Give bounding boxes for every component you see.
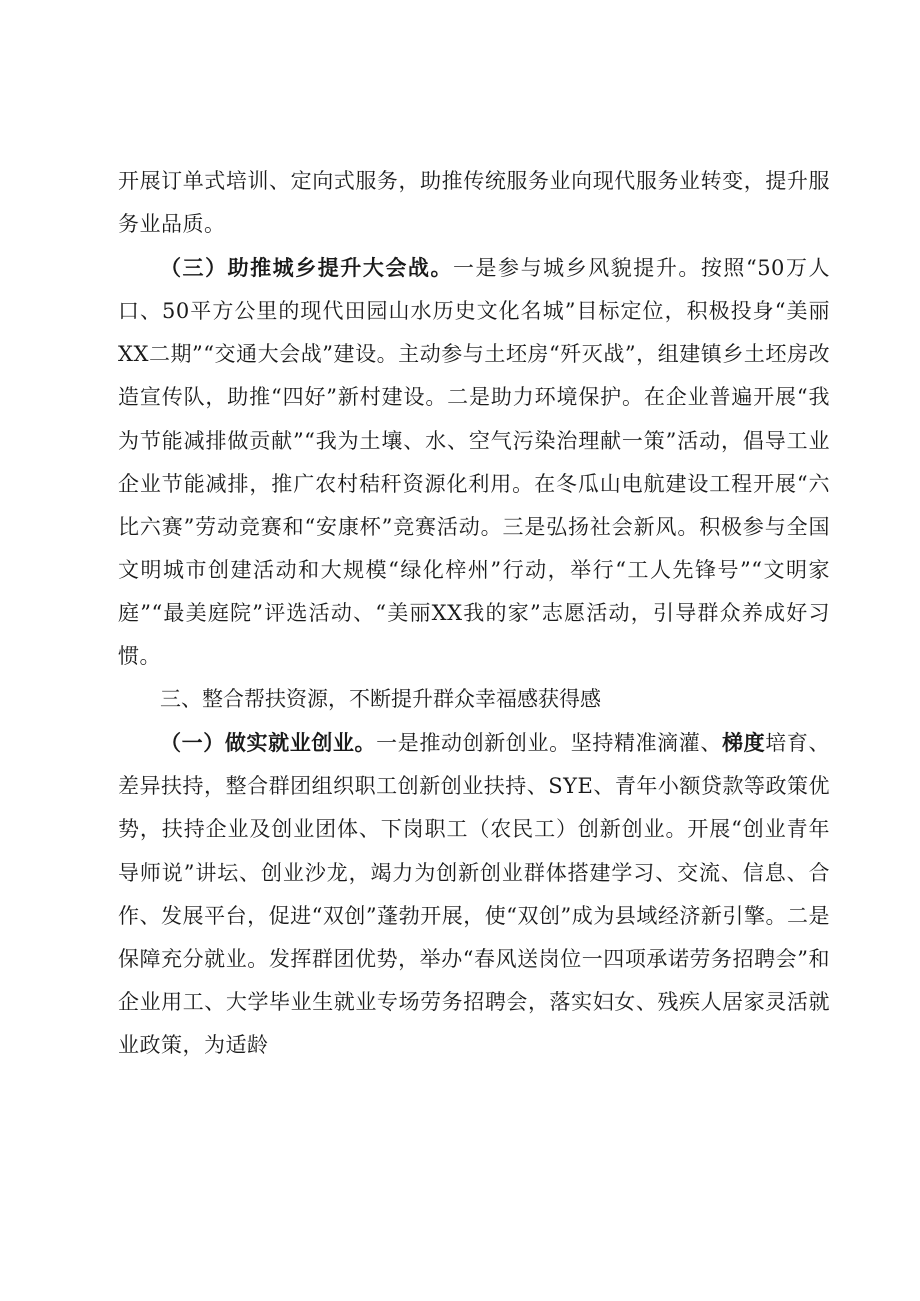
paragraph-text: 培育、差异扶持，整合群团组织职工创新创业扶持、SYE、青年小额贷款等政策优势，扶持企业及创业团体、下岗职工（农民工）创新创业。开展“创业青年导师说”讲坛、创业沙龙，竭力为创新创业群体搭建学习、交流、信息、合作、发展平台，促进“双创”蓬勃开展，使“双创”成为县域经济新引擎。二是保障充分就业。发挥群团优势，举办“春风送岗位一四项承诺劳务招聘会”和企业用工、大学毕业生就业专场劳务招聘会，落实妇女、残疾人居家灵活就业政策，为适龄 [118, 731, 831, 1057]
paragraph-urban-rural [118, 246, 830, 678]
paragraph-continuation [118, 160, 830, 246]
section-heading [118, 678, 830, 721]
paragraph-text: 一是推动创新创业。坚持精准滴灌、 [376, 731, 723, 756]
section-lead: （一）做实就业创业。 [160, 730, 377, 756]
paragraph-text: 一是参与城乡风貌提升。按照“50万人口、50平方公里的现代田园山水历史文化名城”目标定位，积极投身“美丽XX二期”“交通大会战”建设。主动参与土坯房“歼灭战”，组建镇乡土坯房改造宣传队，助推“四好”新村建设。二是助力环境保护。在企业普遍开展“我为节能减排做贡献”“我为土壤、水、空气污染治理献一策”活动，倡导工业企业节能减排，推广农村秸秆资源化利用。在冬瓜山电航建设工程开展“六比六赛”劳动竞赛和“安康杯”竞赛活动。三是弘扬社会新风。积极参与全国文明城市创建活动和大规模“绿化梓州”行动，举行“工人先锋号”“文明家庭”“最美庭院”评选活动、“美丽XX我的家”志愿活动，引导群众养成好习惯。 [118, 256, 830, 669]
heading-text: 三、整合帮扶资源，不断提升群众幸福感获得感 [160, 687, 601, 712]
document-body [118, 160, 830, 1067]
paragraph-employment [118, 721, 830, 1067]
paragraph-text: 开展订单式培训、定向式服务，助推传统服务业向现代服务业转变，提升服务业品质。 [118, 169, 830, 237]
section-lead: （三）助推城乡提升大会战。 [160, 255, 453, 281]
bold-word: 梯度 [722, 730, 766, 756]
